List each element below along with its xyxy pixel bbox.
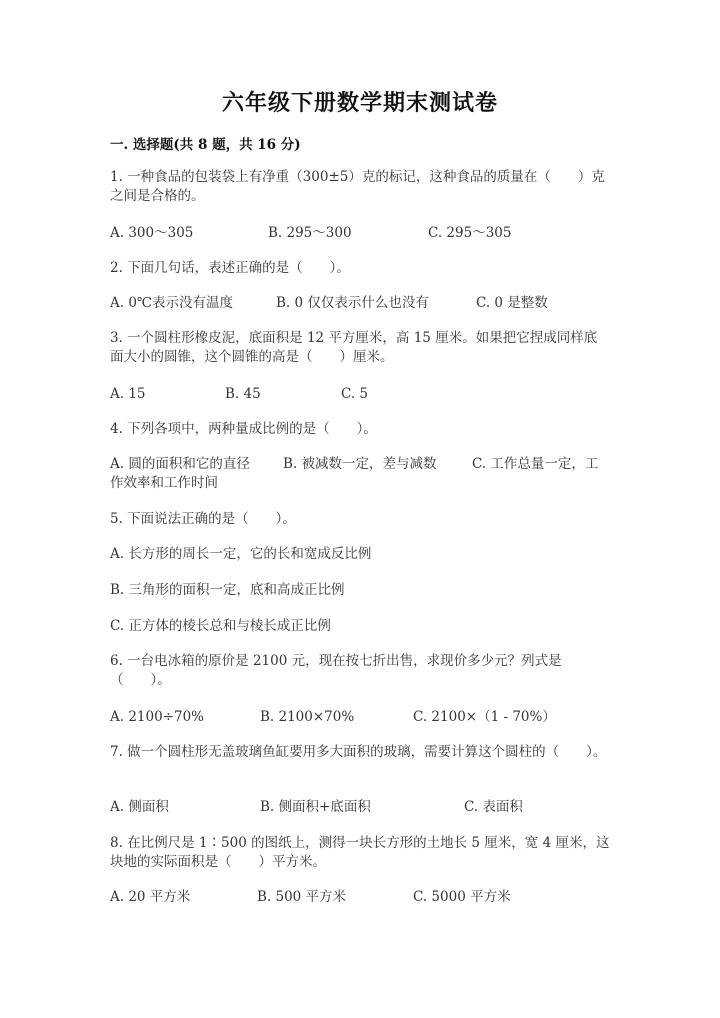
q6-option-b: B. 2100×70% — [260, 709, 355, 725]
q3-option-a: A. 15 — [110, 386, 146, 402]
section-heading: 一. 选择题(共 8 题，共 16 分) — [110, 137, 301, 153]
q4-option-b: B. 被减数一定，差与减数 — [283, 456, 437, 472]
q7-option-a: A. 侧面积 — [110, 799, 169, 815]
q2-option-c: C. 0 是整数 — [476, 295, 548, 311]
q1-option-a: A. 300～305 — [110, 225, 194, 241]
q2-option-b: B. 0 仅仅表示什么也没有 — [276, 295, 429, 311]
question-4: 4. 下列各项中，两种量成比例的是（ ）。 — [110, 421, 377, 437]
q8-option-b: B. 500 平方米 — [257, 889, 347, 905]
q2-option-a: A. 0℃表示没有温度 — [110, 295, 234, 311]
question-2: 2. 下面几句话，表述正确的是（ ）。 — [110, 260, 350, 276]
q5-option-b: B. 三角形的面积一定，底和高成正比例 — [110, 582, 345, 598]
q1-option-b: B. 295～300 — [268, 225, 352, 241]
q4-option-c-cont: 作效率和工作时间 — [110, 475, 218, 491]
q8-option-c: C. 5000 平方米 — [413, 889, 511, 905]
q8-option-a: A. 20 平方米 — [110, 889, 191, 905]
q5-option-c: C. 正方体的棱长总和与棱长成正比例 — [110, 618, 331, 634]
q3-option-b: B. 45 — [225, 386, 261, 402]
question-8: 8. 在比例尺是 1∶500 的图纸上，测得一块长方形的土地长 5 厘米，宽 4 厘米，这块地的实际面积是（ ）平方米。 — [110, 835, 610, 870]
question-6: 6. 一台电冰箱的原价是 2100 元，现在按七折出售，求现价多少元？列式是（ ）。 — [110, 653, 562, 688]
q6-option-c: C. 2100×（1 - 70%） — [413, 709, 556, 725]
q6-option-a: A. 2100÷70% — [110, 709, 205, 725]
question-3: 3. 一个圆柱形橡皮泥，底面积是 12 平方厘米，高 15 厘米。如果把它捏成同样底面大小的圆锥，这个圆锥的高是（ ）厘米。 — [110, 330, 598, 365]
q1-option-c: C. 295～305 — [428, 225, 512, 241]
q5-option-a: A. 长方形的周长一定，它的长和宽成反比例 — [110, 546, 372, 562]
question-5: 5. 下面说法正确的是（ ）。 — [110, 511, 296, 527]
q7-option-c: C. 表面积 — [464, 799, 523, 815]
page-title: 六年级下册数学期末测试卷 — [221, 90, 498, 116]
q4-option-c: C. 工作总量一定，工 — [472, 456, 599, 472]
question-7: 7. 做一个圆柱形无盖玻璃鱼缸要用多大面积的玻璃，需要计算这个圆柱的（ ）。 — [110, 744, 607, 760]
question-1: 1. 一种食品的包装袋上有净重（300±5）克的标记，这种食品的质量在（ ）克之间是合格的。 — [110, 169, 605, 204]
q7-option-b: B. 侧面积+底面积 — [260, 799, 371, 815]
q4-option-a: A. 圆的面积和它的直径 — [110, 456, 250, 472]
q3-option-c: C. 5 — [341, 386, 369, 402]
